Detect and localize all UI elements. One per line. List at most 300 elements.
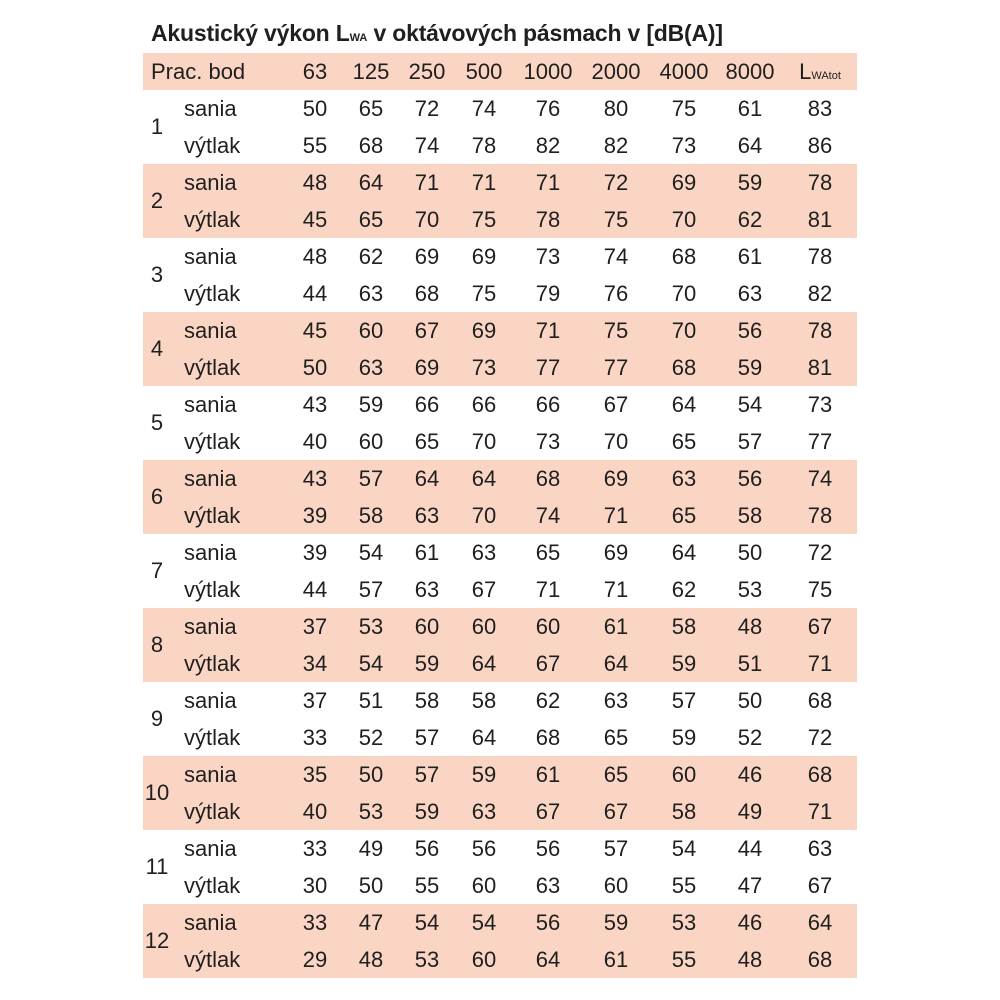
table-cell: 73 [471,355,497,380]
table-cell: 65 [603,762,629,787]
table-row [143,941,857,978]
table-cell: 53 [671,910,697,935]
table-cell: 71 [807,651,833,676]
table-cell: 53 [358,614,384,639]
table-cell: 61 [603,614,629,639]
table-cell: 78 [807,318,833,343]
table-cell: 75 [603,318,629,343]
table-cell: 62 [535,688,561,713]
table-cell: 63 [603,688,629,713]
table-cell: 63 [358,281,384,306]
table-cell: 49 [358,836,384,861]
header-work-point: Prac. bod [151,59,246,84]
work-point-group [143,312,857,386]
table-cell: 68 [535,466,561,491]
table-cell: 33 [302,910,328,935]
table-cell: 68 [807,762,833,787]
table-cell: 71 [603,503,629,528]
table-cell: 71 [414,170,440,195]
table-cell: 29 [302,947,328,972]
row-label: sania [184,910,237,935]
table-cell: 49 [737,799,763,824]
table-cell: 65 [358,207,384,232]
table-cell: 59 [737,170,763,195]
table-cell: 54 [414,910,440,935]
table-cell: 62 [737,207,763,232]
table-cell: 69 [471,244,497,269]
table-cell: 78 [471,133,497,158]
table-cell: 56 [737,466,763,491]
table-cell: 61 [737,244,763,269]
table-cell: 73 [535,244,561,269]
table-cell: 57 [603,836,629,861]
table-cell: 64 [671,540,697,565]
table-cell: 60 [358,318,384,343]
table-cell: 69 [603,466,629,491]
table-cell: 34 [302,651,328,676]
table-row [143,719,857,756]
table-cell: 44 [302,281,328,306]
table-cell: 71 [535,318,561,343]
table-cell: 71 [535,170,561,195]
table-cell: 63 [807,836,833,861]
table-cell: 60 [603,873,629,898]
table-cell: 68 [535,725,561,750]
table-cell: 59 [737,355,763,380]
table-cell: 78 [807,244,833,269]
table-cell: 50 [358,762,384,787]
work-point-number: 1 [150,114,164,139]
table-cell: 56 [414,836,440,861]
table-cell: 57 [358,466,384,491]
table-header [143,53,857,90]
table-cell: 59 [603,910,629,935]
table-cell: 53 [358,799,384,824]
table-cell: 75 [603,207,629,232]
table-cell: 82 [603,133,629,158]
header-band-250: 250 [408,59,446,84]
table-cell: 63 [471,799,497,824]
work-point-number: 8 [150,632,164,657]
table-cell: 58 [737,503,763,528]
table-row [143,386,857,423]
table-cell: 71 [471,170,497,195]
row-label: výtlak [184,429,241,454]
table-cell: 58 [414,688,440,713]
table-cell: 71 [807,799,833,824]
table-cell: 72 [807,540,833,565]
table-cell: 68 [358,133,384,158]
table-row [143,571,857,608]
table-cell: 52 [358,725,384,750]
table-cell: 63 [737,281,763,306]
row-label: sania [184,170,237,195]
table-cell: 64 [737,133,763,158]
table-cell: 70 [671,318,697,343]
table-cell: 60 [471,873,497,898]
title-rest: v oktávových pásmach v [dB(A)] [367,20,723,46]
table-cell: 52 [737,725,763,750]
table-cell: 43 [302,466,328,491]
header-band-4000: 4000 [659,59,709,84]
table-cell: 68 [807,688,833,713]
row-label: výtlak [184,503,241,528]
work-point-group [143,608,857,682]
table-cell: 67 [535,651,561,676]
table-cell: 72 [414,96,440,121]
table-cell: 56 [737,318,763,343]
table-row [143,497,857,534]
table-cell: 54 [671,836,697,861]
header-band-2000: 2000 [591,59,641,84]
table-cell: 56 [535,836,561,861]
work-point-group [143,756,857,830]
table-title [151,18,723,53]
row-label: výtlak [184,799,241,824]
row-label: výtlak [184,651,241,676]
table-cell: 51 [737,651,763,676]
table-cell: 45 [302,207,328,232]
row-label: výtlak [184,725,241,750]
table-cell: 43 [302,392,328,417]
table-cell: 53 [737,577,763,602]
table-cell: 64 [807,910,833,935]
table-cell: 77 [603,355,629,380]
table-cell: 83 [807,96,833,121]
table-cell: 70 [603,429,629,454]
table-cell: 67 [603,392,629,417]
table-cell: 82 [807,281,833,306]
table-cell: 68 [671,355,697,380]
table-cell: 61 [737,96,763,121]
table-cell: 71 [535,577,561,602]
header-total [790,53,850,95]
work-point-group [143,164,857,238]
table-cell: 74 [535,503,561,528]
table-cell: 58 [471,688,497,713]
table-cell: 66 [535,392,561,417]
header-band-125: 125 [352,59,390,84]
row-label: sania [184,836,237,861]
table-cell: 74 [603,244,629,269]
table-cell: 65 [671,503,697,528]
table-cell: 68 [671,244,697,269]
table-cell: 68 [807,947,833,972]
table-cell: 57 [414,725,440,750]
table-cell: 59 [471,762,497,787]
work-point-group [143,534,857,608]
table-cell: 61 [603,947,629,972]
table-cell: 48 [737,947,763,972]
table-row [143,423,857,460]
row-label: sania [184,466,237,491]
table-cell: 55 [414,873,440,898]
table-cell: 55 [302,133,328,158]
table-cell: 58 [358,503,384,528]
table-cell: 65 [414,429,440,454]
table-cell: 46 [737,910,763,935]
table-cell: 78 [535,207,561,232]
table-cell: 67 [603,799,629,824]
table-cell: 62 [358,244,384,269]
table-cell: 73 [807,392,833,417]
row-label: sania [184,688,237,713]
row-label: výtlak [184,873,241,898]
table-cell: 77 [535,355,561,380]
table-cell: 54 [471,910,497,935]
table-cell: 48 [358,947,384,972]
table-cell: 50 [358,873,384,898]
row-label: sania [184,318,237,343]
row-label: výtlak [184,355,241,380]
table-row [143,127,857,164]
table-cell: 60 [471,614,497,639]
table-row [143,793,857,830]
table-cell: 60 [358,429,384,454]
table-row [143,904,857,941]
table-cell: 48 [302,244,328,269]
table-cell: 67 [535,799,561,824]
table-cell: 55 [671,947,697,972]
table-cell: 59 [671,651,697,676]
table-row [143,756,857,793]
row-label: sania [184,392,237,417]
table-row [143,90,857,127]
work-point-number: 10 [144,780,170,805]
work-point-group [143,830,857,904]
table-cell: 65 [535,540,561,565]
table-cell: 74 [471,96,497,121]
row-label: výtlak [184,577,241,602]
table-cell: 48 [737,614,763,639]
table-row [143,275,857,312]
work-point-number: 3 [150,262,164,287]
table-cell: 73 [671,133,697,158]
table-cell: 76 [603,281,629,306]
work-point-group [143,90,857,164]
table-cell: 61 [414,540,440,565]
table-cell: 75 [471,207,497,232]
table-cell: 64 [603,651,629,676]
table-cell: 53 [414,947,440,972]
table-cell: 76 [535,96,561,121]
table-cell: 67 [414,318,440,343]
table-cell: 63 [414,503,440,528]
table-cell: 33 [302,836,328,861]
work-point-group [143,682,857,756]
table-row [143,830,857,867]
table-cell: 80 [603,96,629,121]
table-cell: 70 [671,281,697,306]
row-label: výtlak [184,281,241,306]
table-cell: 68 [414,281,440,306]
table-row [143,164,857,201]
table-row [143,349,857,386]
table-cell: 44 [302,577,328,602]
table-cell: 65 [603,725,629,750]
table-cell: 37 [302,614,328,639]
title-subscript: WA [349,32,368,44]
table-cell: 63 [358,355,384,380]
table-cell: 45 [302,318,328,343]
table-cell: 58 [671,799,697,824]
table-cell: 67 [807,873,833,898]
table-cell: 33 [302,725,328,750]
table-cell: 50 [302,355,328,380]
table-cell: 69 [414,355,440,380]
table-cell: 60 [471,947,497,972]
table-cell: 82 [535,133,561,158]
table-cell: 37 [302,688,328,713]
table-cell: 44 [737,836,763,861]
table-row [143,534,857,571]
table-cell: 86 [807,133,833,158]
table-cell: 78 [807,170,833,195]
table-cell: 64 [358,170,384,195]
row-label: sania [184,762,237,787]
header-total-main: L [799,59,812,84]
table-cell: 64 [671,392,697,417]
table-cell: 74 [807,466,833,491]
header-band-500: 500 [465,59,503,84]
table-cell: 72 [603,170,629,195]
table-cell: 64 [471,651,497,676]
table-cell: 63 [535,873,561,898]
table-cell: 64 [471,466,497,491]
table-cell: 71 [603,577,629,602]
table-row [143,867,857,904]
work-point-group [143,460,857,534]
table-cell: 54 [358,651,384,676]
table-cell: 67 [471,577,497,602]
table-cell: 64 [414,466,440,491]
work-point-number: 6 [150,484,164,509]
table-cell: 81 [807,207,833,232]
row-label: výtlak [184,947,241,972]
table-cell: 50 [302,96,328,121]
table-cell: 81 [807,355,833,380]
table-cell: 72 [807,725,833,750]
row-label: sania [184,614,237,639]
table-cell: 69 [471,318,497,343]
work-point-number: 12 [144,928,170,953]
table-cell: 69 [671,170,697,195]
table-cell: 75 [807,577,833,602]
table-cell: 70 [671,207,697,232]
row-label: sania [184,96,237,121]
table-cell: 58 [671,614,697,639]
row-label: výtlak [184,133,241,158]
work-point-number: 5 [150,410,164,435]
table-body [143,90,857,978]
table-cell: 59 [358,392,384,417]
table-cell: 73 [535,429,561,454]
table-cell: 57 [414,762,440,787]
header-total-subscript: WAtot [811,70,841,82]
table-cell: 57 [358,577,384,602]
table-cell: 50 [737,540,763,565]
row-label: výtlak [184,207,241,232]
table-row [143,645,857,682]
table-cell: 65 [358,96,384,121]
work-point-number: 2 [150,188,164,213]
table-cell: 60 [671,762,697,787]
table-row [143,608,857,645]
table-cell: 54 [358,540,384,565]
table-row [143,682,857,719]
table-cell: 55 [671,873,697,898]
table-cell: 70 [471,503,497,528]
table-cell: 65 [671,429,697,454]
table-cell: 62 [671,577,697,602]
acoustic-power-table [143,53,857,978]
table-cell: 66 [414,392,440,417]
header-band-1000: 1000 [523,59,573,84]
title-main: Akustický výkon L [151,20,350,46]
table-cell: 77 [807,429,833,454]
header-band-8000: 8000 [725,59,775,84]
table-cell: 69 [603,540,629,565]
table-cell: 67 [807,614,833,639]
table-cell: 63 [471,540,497,565]
table-cell: 59 [414,799,440,824]
table-cell: 74 [414,133,440,158]
table-cell: 70 [414,207,440,232]
table-cell: 59 [414,651,440,676]
table-cell: 50 [737,688,763,713]
work-point-group [143,238,857,312]
table-cell: 47 [358,910,384,935]
table-cell: 60 [414,614,440,639]
table-cell: 57 [737,429,763,454]
table-cell: 47 [737,873,763,898]
table-cell: 51 [358,688,384,713]
table-cell: 59 [671,725,697,750]
table-row [143,460,857,497]
table-cell: 78 [807,503,833,528]
table-cell: 54 [737,392,763,417]
table-cell: 60 [535,614,561,639]
work-point-group [143,386,857,460]
table-cell: 40 [302,429,328,454]
table-cell: 40 [302,799,328,824]
table-cell: 75 [671,96,697,121]
table-cell: 79 [535,281,561,306]
work-point-number: 9 [150,706,164,731]
table-cell: 64 [471,725,497,750]
table-cell: 61 [535,762,561,787]
table-cell: 56 [535,910,561,935]
table-cell: 63 [414,577,440,602]
row-label: sania [184,244,237,269]
work-point-number: 7 [150,558,164,583]
table-cell: 30 [302,873,328,898]
table-cell: 75 [471,281,497,306]
table-cell: 69 [414,244,440,269]
row-label: sania [184,540,237,565]
header-band-63: 63 [302,59,328,84]
work-point-number: 11 [145,854,169,879]
table-row [143,238,857,275]
table-cell: 39 [302,503,328,528]
table-row [143,201,857,238]
table-cell: 64 [535,947,561,972]
table-cell: 57 [671,688,697,713]
work-point-group [143,904,857,978]
table-cell: 56 [471,836,497,861]
table-row [143,312,857,349]
work-point-number: 4 [150,336,164,361]
